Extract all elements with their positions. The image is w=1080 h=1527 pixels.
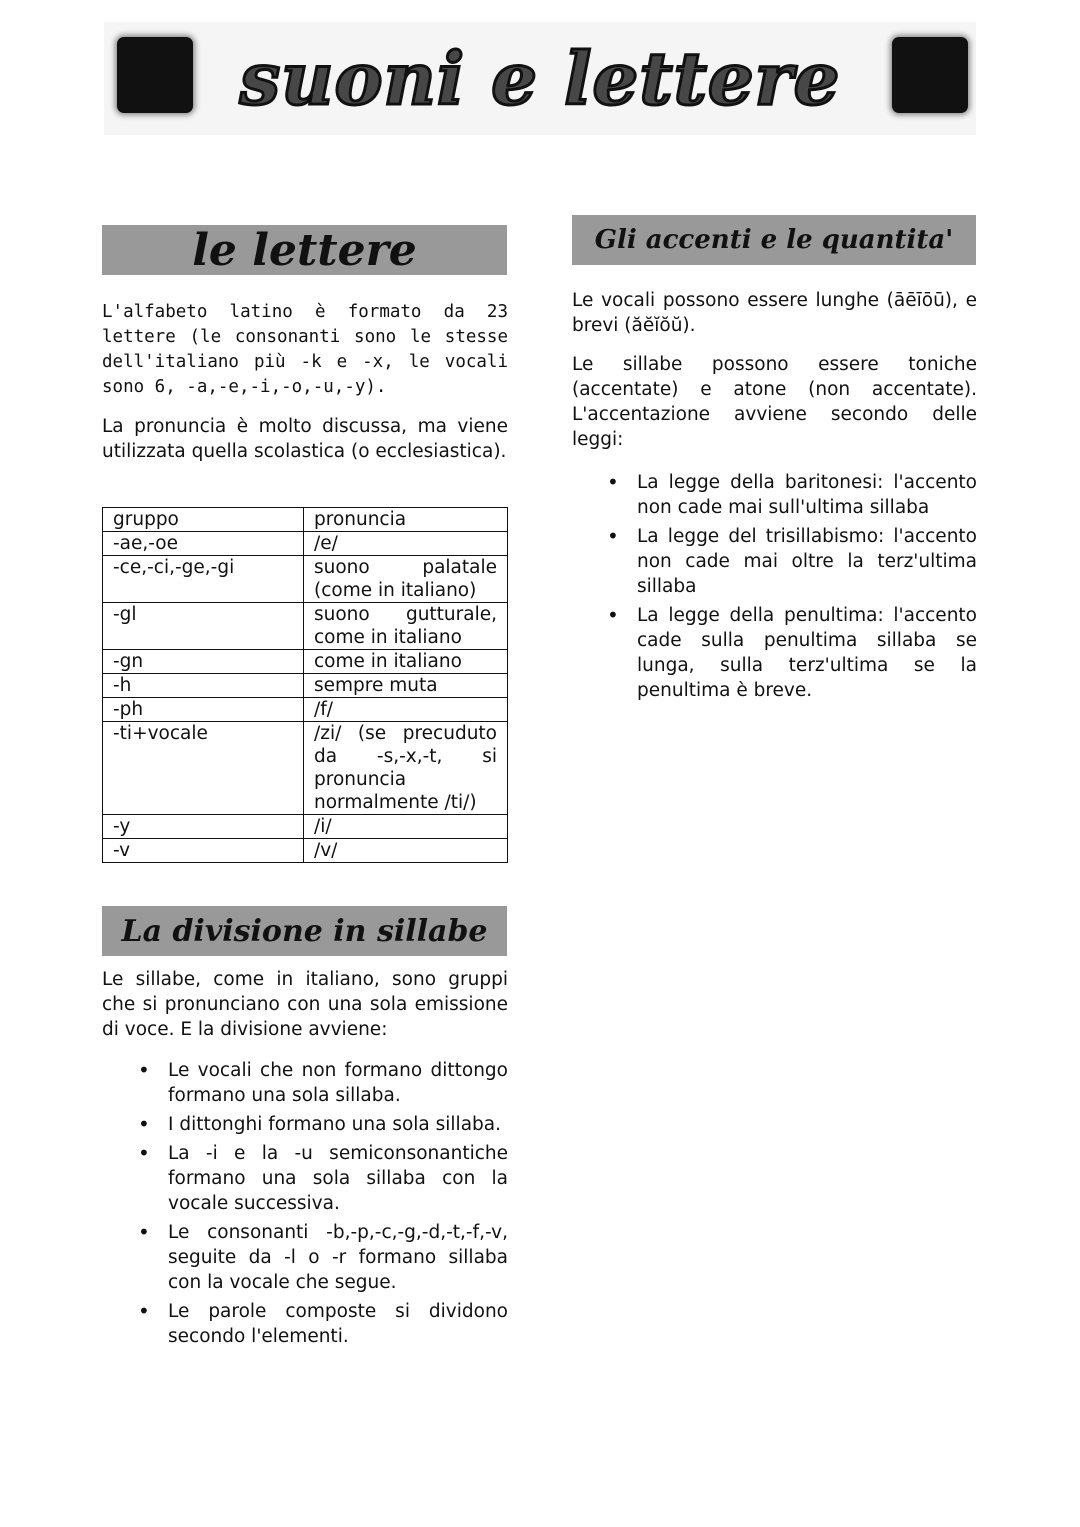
table-row [103,532,508,556]
table-row [103,698,508,722]
table-header-cell: gruppo [103,508,304,532]
table-cell: /e/ [304,532,508,556]
title-banner [104,22,976,135]
list-item: • Le vocali che non formano dittongo formano una sola sillaba. [168,1058,508,1108]
bullet-list [637,470,977,703]
table-cell: -v [103,839,304,863]
section-title-accenti: Gli accenti e le quantita' [594,225,954,255]
paragraph: Le sillabe possono essere toniche (accentate) e atone (non accentate). L'accentazione avviene secondo delle leggi: [572,354,977,450]
table-cell: -gn [103,650,304,674]
paragraph: La pronuncia è molto discussa, ma viene utilizzata quella scolastica (o ecclesiastica). [102,416,508,462]
table-row [103,722,508,815]
section-heading-lettere [102,225,507,275]
table-cell: -ti+vocale [103,722,304,815]
table-cell: -ae,-oe [103,532,304,556]
table-header-row [103,508,508,532]
table-cell: /v/ [304,839,508,863]
list-item: • I dittonghi formano una sola sillaba. [168,1112,508,1137]
list-item: • La -i e la -u semiconsonantiche formano una sola sillaba con la vocale successiva. [168,1141,508,1216]
table-cell: /f/ [304,698,508,722]
bullet-list [168,1058,508,1349]
list-item: • La legge del trisillabismo: l'accento non cade mai oltre la terz'ultima sillaba [637,524,977,599]
list-item: • Le consonanti -b,-p,-c,-g,-d,-t,-f,-v, seguite da -l o -r formano sillaba con la vocale che segue. [168,1220,508,1295]
list-item: • La legge della penultima: l'accento cade sulla penultima sillaba se lunga, sulla terz'ultima se la penultima è breve. [637,603,977,703]
sillabe-text [102,967,508,1042]
table-row [103,674,508,698]
table-cell: /zi/ (se precuduto da -s,-x,-t, si pronuncia normalmente /ti/) [304,722,508,815]
table-cell: sempre muta [304,674,508,698]
table-row [103,815,508,839]
table-cell: suono gutturale, come in italiano [304,603,508,650]
lettere-text [102,300,508,464]
accenti-list [637,470,977,707]
section-title-lettere: le lettere [192,225,417,275]
table-cell: suono palatale (come in italiano) [304,556,508,603]
table-header-cell: pronuncia [304,508,508,532]
page-title: suoni e lettere [239,36,841,121]
table-cell: -gl [103,603,304,650]
table-row [103,556,508,603]
list-item: • Le parole composte si dividono secondo l'elementi. [168,1299,508,1349]
pronunciation-table [102,507,508,863]
section-title-sillabe: La divisione in sillabe [121,913,488,949]
section-heading-sillabe [102,906,507,956]
paragraph: Le vocali possono essere lunghe (āēīōū), e brevi (ăĕĭŏŭ). [572,290,977,336]
section-heading-accenti [572,215,976,265]
table-cell: come in italiano [304,650,508,674]
table-cell: -y [103,815,304,839]
paragraph: L'alfabeto latino è formato da 23 lettere (le consonanti sono le stesse dell'italiano più -k e -x, le vocali sono 6, -a,-e,-i,-o,-u,-y). [102,302,508,397]
table-row [103,650,508,674]
table-cell: -h [103,674,304,698]
table-row [103,603,508,650]
table-row [103,839,508,863]
accenti-text [572,288,977,452]
table-cell: -ph [103,698,304,722]
table-cell: -ce,-ci,-ge,-gi [103,556,304,603]
square-icon [892,37,968,113]
table-cell: /i/ [304,815,508,839]
sillabe-list [168,1058,508,1353]
list-item: • La legge della baritonesi: l'accento non cade mai sull'ultima sillaba [637,470,977,520]
paragraph: Le sillabe, come in italiano, sono gruppi che si pronunciano con una sola emissione di voce. E la divisione avviene: [102,969,508,1040]
square-icon [117,37,193,113]
